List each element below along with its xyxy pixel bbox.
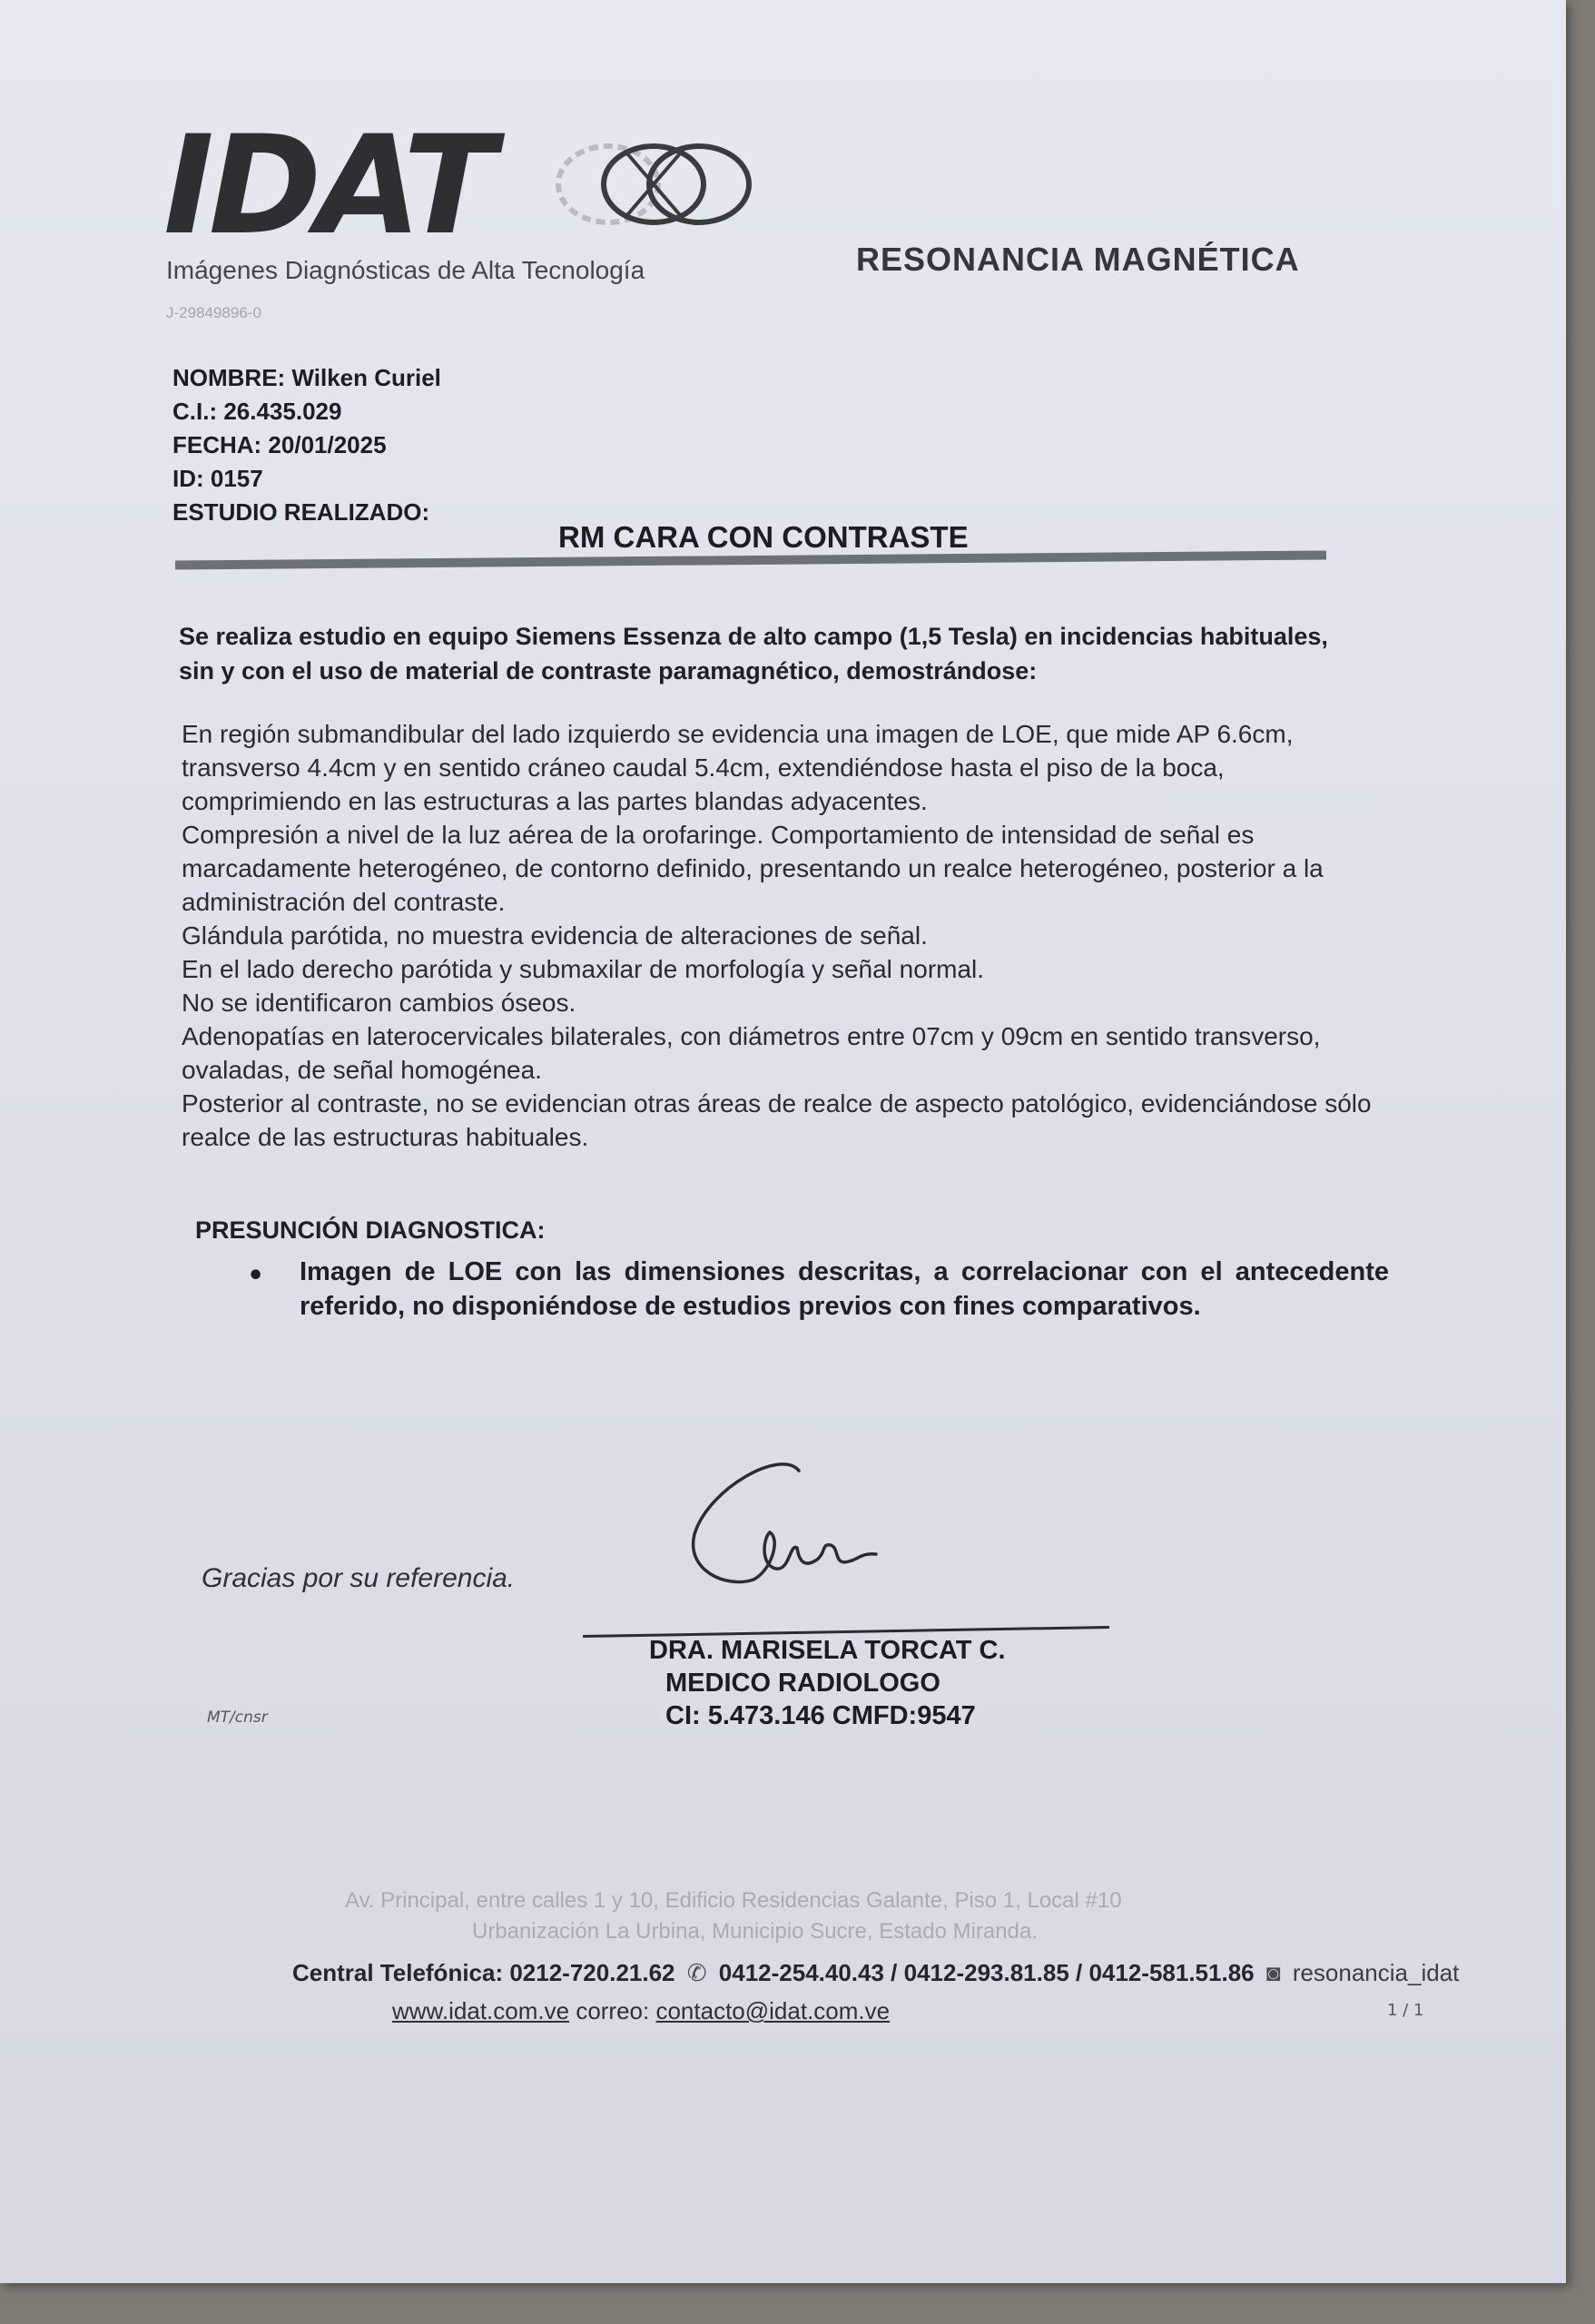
- idat-logo-text: IDAT: [163, 107, 491, 265]
- instagram-handle: resonancia_idat: [1292, 1959, 1460, 1986]
- interlocked-rings-logo-icon: [545, 125, 772, 243]
- findings-section: [182, 717, 1380, 1154]
- finding-paragraph: En región submandibular del lado izquierdo se evidencia una imagen de LOE, que mide AP 6.6cm, transverso 4.4cm y en sentido cráneo caudal 5.4cm, extendiéndose hasta el piso de la boca, comprimiendo en las estructuras a las partes blandas adyacentes.: [182, 720, 1294, 815]
- report-id: ID: 0157: [172, 465, 263, 492]
- doctor-title: MEDICO RADIOLOGO: [665, 1669, 940, 1698]
- thanks-note: Gracias por su referencia.: [202, 1563, 516, 1593]
- department-title: RESONANCIA MAGNÉTICA: [856, 241, 1300, 278]
- whatsapp-icon: ✆: [686, 1959, 707, 1986]
- finding-paragraph: En el lado derecho parótida y submaxilar de morfología y señal normal.: [182, 955, 985, 983]
- patient-info: [172, 361, 441, 529]
- finding-paragraph: Posterior al contraste, no se evidencian otras áreas de realce de aspecto patológico, evidenciándose sólo realce de las estructuras habituales.: [182, 1089, 1372, 1151]
- finding-paragraph: Adenopatías en laterocervicales bilaterales, con diámetros entre 07cm y 09cm en sentido transverso, ovaladas, de señal homogénea.: [182, 1022, 1321, 1084]
- website-link[interactable]: www.idat.com.ve: [392, 1997, 570, 2024]
- rif-number: J-29849896-0: [166, 304, 261, 321]
- central-phone: Central Telefónica: 0212-720.21.62: [292, 1959, 675, 1986]
- web-contact: [392, 1997, 890, 2025]
- address-line-1: Av. Principal, entre calles 1 y 10, Edificio Residencias Galante, Piso 1, Local #10: [345, 1888, 1122, 1913]
- report-date: FECHA: 20/01/2025: [172, 431, 387, 458]
- address-line-2: Urbanización La Urbina, Municipio Sucre, Estado Miranda.: [472, 1919, 1038, 1944]
- finding-paragraph: Glándula parótida, no muestra evidencia de alteraciones de señal.: [182, 921, 928, 950]
- email-label: correo:: [576, 1997, 650, 2024]
- instagram-icon: ◙: [1265, 1959, 1281, 1986]
- contact-phones: [292, 1959, 1459, 1987]
- handwritten-signature: [672, 1452, 899, 1616]
- diagnosis-item: Imagen de LOE con las dimensiones descritas, a correlacionar con el antecedente referido, no disponiéndose de estudios previos con fines comparativos.: [300, 1257, 1389, 1321]
- transcriber-initials: MT/cnsr: [207, 1709, 268, 1727]
- email-link[interactable]: contacto@idat.com.ve: [655, 1997, 891, 2024]
- study-title: RM CARA CON CONTRASTE: [558, 520, 969, 554]
- bullet-marker: •: [247, 1260, 265, 1292]
- doctor-ids: CI: 5.473.146 CMFD:9547: [665, 1701, 976, 1730]
- doctor-name: DRA. MARISELA TORCAT C.: [649, 1636, 1006, 1665]
- mobile-numbers: 0412-254.40.43 / 0412-293.81.85 / 0412-581.51.86: [718, 1959, 1255, 1986]
- patient-name: NOMBRE: Wilken Curiel: [172, 364, 441, 391]
- finding-paragraph: No se identificaron cambios óseos.: [182, 989, 576, 1017]
- patient-ci: C.I.: 26.435.029: [172, 398, 342, 425]
- diagnosis-title: PRESUNCIÓN DIAGNOSTICA:: [195, 1216, 546, 1244]
- finding-paragraph: Compresión a nivel de la luz aérea de la orofaringe. Comportamiento de intensidad de señal es marcadamente heterogéneo, de contorno definido, presentando un realce heterogéneo, posterior a la administración del contraste.: [182, 821, 1324, 916]
- page-number: 1 / 1: [1387, 2001, 1424, 2020]
- logo-tagline: Imágenes Diagnósticas de Alta Tecnología: [166, 256, 645, 284]
- study-label: ESTUDIO REALIZADO:: [172, 498, 430, 526]
- doctor-block: [649, 1634, 1006, 1732]
- intro-paragraph: Se realiza estudio en equipo Siemens Essenza de alto campo (1,5 Tesla) en incidencias habituales, sin y con el uso de material de contraste paramagnético, demostrándose:: [179, 623, 1328, 684]
